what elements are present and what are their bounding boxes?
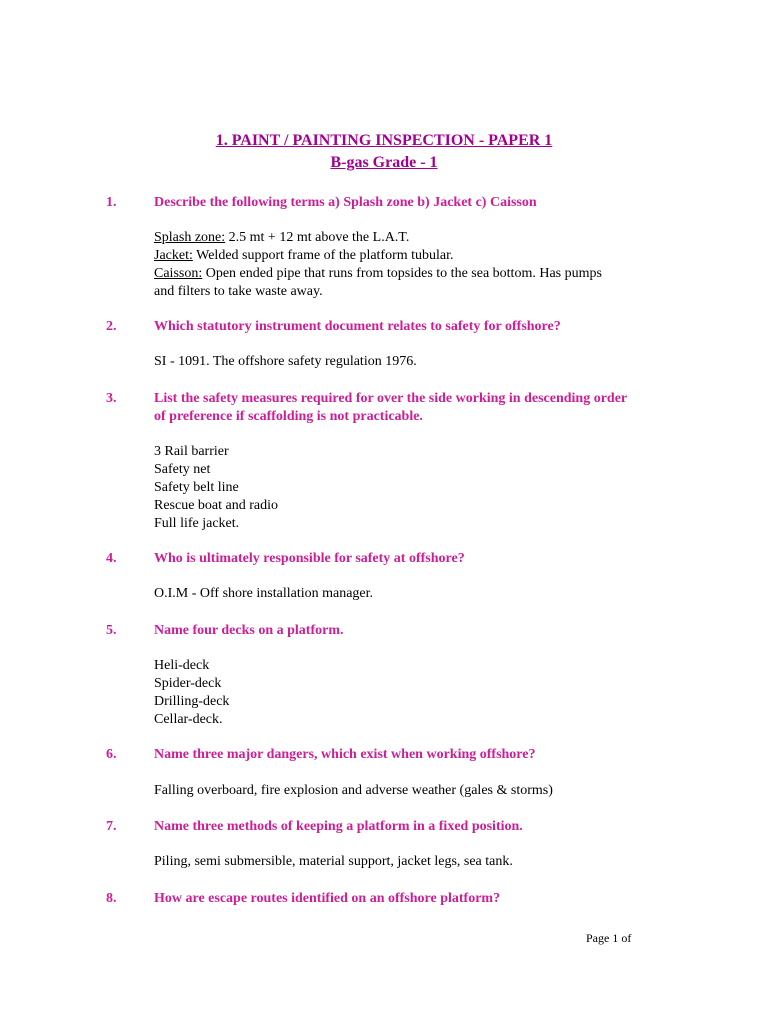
answer-line: Drilling-deck: [154, 694, 230, 709]
answer-line: Spider-deck: [154, 676, 222, 691]
answer-term: Jacket:: [154, 248, 193, 263]
question-number: 6.: [106, 747, 117, 762]
question-text: Name four decks on a platform.: [154, 623, 344, 638]
answer-3: [154, 443, 654, 533]
question-number: 1.: [106, 195, 117, 210]
document-subtitle: B-gas Grade - 1: [330, 154, 438, 171]
question-text: Name three methods of keeping a platform in a fixed position.: [154, 819, 523, 834]
answer-line: Rescue boat and radio: [154, 498, 279, 513]
answer-line: O.I.M - Off shore installation manager.: [154, 586, 374, 601]
question-number: 7.: [106, 819, 117, 834]
answer-line: Cellar-deck.: [154, 712, 223, 727]
answer-line: Full life jacket.: [154, 516, 240, 531]
answer-2: [154, 353, 654, 371]
question-number: 3.: [106, 391, 117, 406]
answer-line: 3 Rail barrier: [154, 444, 229, 459]
answer-4: [154, 585, 654, 603]
document-title: 1. PAINT / PAINTING INSPECTION - PAPER 1: [215, 132, 553, 149]
question-number: 4.: [106, 551, 117, 566]
answer-term: Splash zone:: [154, 230, 226, 245]
answer-line: Piling, semi submersible, material support, jacket legs, sea tank.: [154, 854, 513, 869]
answer-line: Safety net: [154, 462, 211, 477]
answer-term: Caisson:: [154, 266, 203, 281]
question-text: Who is ultimately responsible for safety at offshore?: [154, 551, 465, 566]
question-number: 2.: [106, 319, 117, 334]
answer-line: Safety belt line: [154, 480, 239, 495]
answer-line: Jacket: Welded support frame of the platform tubular.: [154, 248, 454, 263]
answer-line: SI - 1091. The offshore safety regulation 1976.: [154, 354, 417, 369]
question-text: Name three major dangers, which exist when working offshore?: [154, 747, 536, 762]
answer-line: and filters to take waste away.: [154, 284, 323, 299]
question-number: 5.: [106, 623, 117, 638]
answer-6: [154, 782, 654, 800]
question-text: Which statutory instrument document relates to safety for offshore?: [154, 319, 561, 334]
answer-line: Splash zone: 2.5 mt + 12 mt above the L.A.T.: [154, 230, 410, 245]
answer-1: [154, 229, 654, 301]
answer-line: Heli-deck: [154, 658, 210, 673]
answer-line: Falling overboard, fire explosion and adverse weather (gales & storms): [154, 783, 553, 798]
answer-line: Caisson: Open ended pipe that runs from topsides to the sea bottom. Has pumps: [154, 266, 602, 281]
page-number: Page 1 of: [586, 931, 632, 945]
answer-5: [154, 657, 654, 729]
question-text: Describe the following terms a) Splash zone b) Jacket c) Caisson: [154, 195, 537, 210]
answer-7: [154, 853, 654, 871]
question-number: 8.: [106, 891, 117, 906]
question-text: How are escape routes identified on an offshore platform?: [154, 891, 501, 906]
question-text: List the safety measures required for over the side working in descending order of preference if scaffolding is not practicable.: [154, 391, 627, 424]
